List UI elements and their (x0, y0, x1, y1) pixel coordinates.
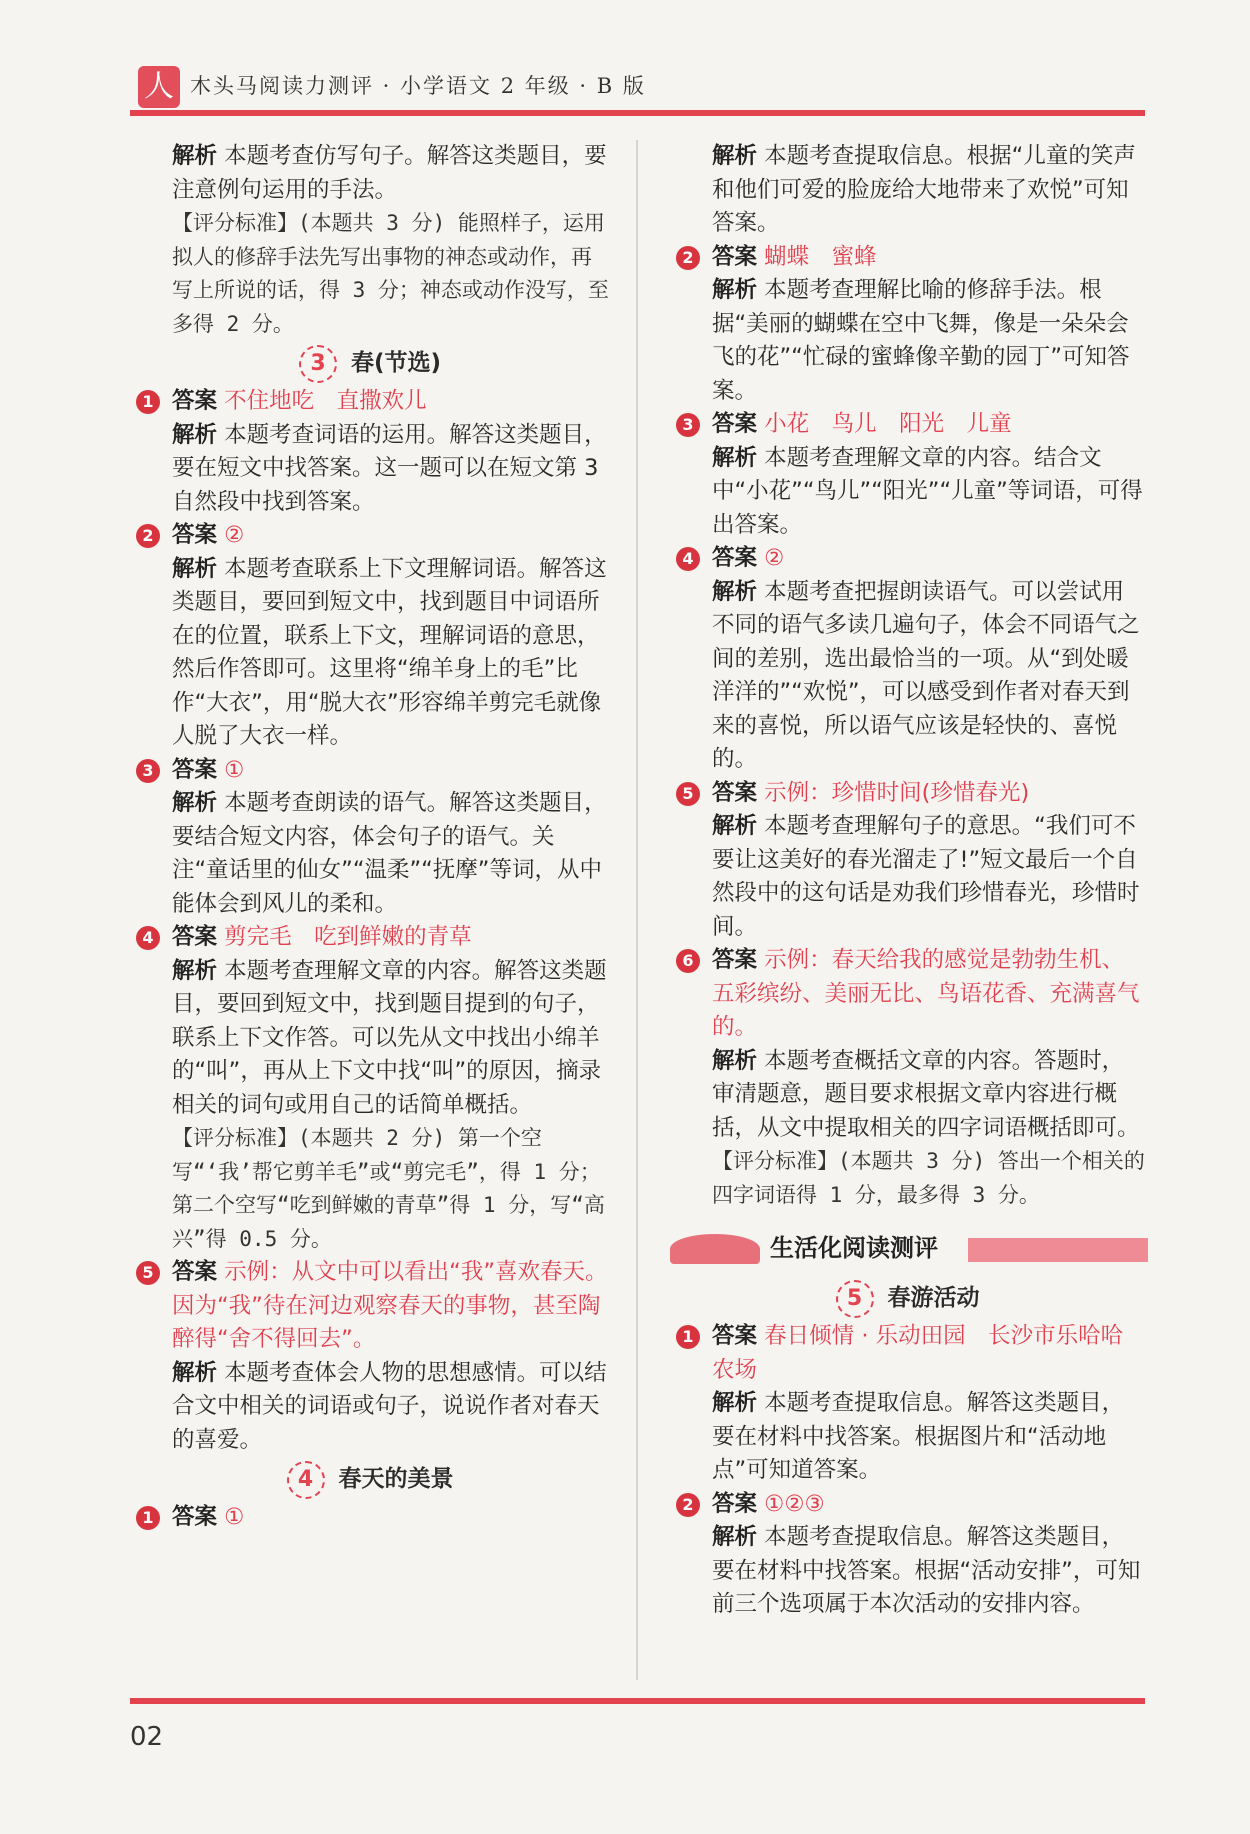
question-item: 2 答案 ①②③ 解析 本题考查提取信息。解答这类题目，要在材料中找答案。根据“活动安排”，可知前三个选项属于本次活动的安排内容。 (670, 1488, 1145, 1622)
section-5-title: 5 春游活动 (670, 1280, 1145, 1318)
section-4-title: 4 春天的美景 (130, 1461, 610, 1499)
page-number: 02 (130, 1722, 164, 1752)
question-item: 2 答案 ② 解析 本题考查联系上下文理解词语。解答这类题目，要回到短文中，找到题目中词语所在的位置，联系上下文，理解词语的意思，然后作答即可。这里将“绵羊身上的毛”比作“大衣”，用“脱大衣”形容绵羊剪完毛就像人脱了大衣一样。 (130, 519, 610, 754)
intro-analysis: 解析 本题考查仿写句子。解答这类题目，要注意例句运用的手法。 (172, 143, 607, 203)
brand-logo: 人 (138, 66, 180, 108)
question-item: 3 答案 ① 解析 本题考查朗读的语气。解答这类题目，要结合短文内容，体会句子的语气。关注“童话里的仙女”“温柔”“抚摩”等词，从中能体会到风儿的柔和。 (130, 754, 610, 922)
question-item: 5 答案 示例：珍惜时间(珍惜春光) 解析 本题考查理解句子的意思。“我们可不要让这美好的春光溜走了!”短文最后一个自然段中的这句话是劝我们珍惜春光，珍惜时间。 (670, 777, 1145, 945)
question-item: 5 答案 示例：从文中可以看出“我”喜欢春天。因为“我”待在河边观察春天的事物，甚至陶醉得“舍不得回去”。 解析 本题考查体会人物的思想感情。可以结合文中相关的词语或句子，说说作者对春天的喜爱。 (130, 1256, 610, 1457)
banner-title: 生活化阅读测评 (770, 1234, 938, 1262)
question-item: 2 答案 蝴蝶 蜜蜂 解析 本题考查理解比喻的修辞手法。根据“美丽的蝴蝶在空中飞舞，像是一朵朵会飞的花”“忙碌的蜜蜂像辛勤的园丁”可知答案。 (670, 241, 1145, 409)
section-banner (670, 1226, 1145, 1272)
left-column (130, 140, 610, 1535)
question-item: 1 答案 不住地吃 直撒欢儿 解析 本题考查词语的运用。解答这类题目，要在短文中找答案。这一题可以在短文第 3 自然段中找到答案。 (130, 385, 610, 519)
question-item: 1 答案 ① (130, 1501, 610, 1535)
footer-rule (130, 1698, 1145, 1704)
column-divider (636, 140, 638, 1680)
mountain-icon (670, 1234, 760, 1264)
question-item: 4 答案 剪完毛 吃到鲜嫩的青草 解析 本题考查理解文章的内容。解答这类题目，要回到短文中，找到题目提到的句子，联系上下文作答。可以先从文中找出小绵羊的“叫”，再从上下文中找“叫”的原因，摘录相关的词句或用自己的话简单概括。 【评分标准】(本题共 2 分) 第一个空写“‘我’帮它剪羊毛”或“剪完毛”，得 1 分；第二个空写“吃到鲜嫩的青草”得 1 分，写“高兴”得 0.5 分。 (130, 921, 610, 1256)
question-item: 3 答案 小花 鸟儿 阳光 儿童 解析 本题考查理解文章的内容。结合文中“小花”“鸟儿”“阳光”“儿童”等词语，可得出答案。 (670, 408, 1145, 542)
header-title: 木头马阅读力测评 · 小学语文 2 年级 · B 版 (190, 74, 646, 98)
question-item: 4 答案 ② 解析 本题考查把握朗读语气。可以尝试用不同的语气多读几遍句子，体会不同语气之间的差别，选出最恰当的一项。从“到处暖洋洋的”“欢悦”，可以感受到作者对春天到来的喜悦，所以语气应该是轻快的、喜悦的。 (670, 542, 1145, 777)
header-rule (130, 110, 1145, 116)
banner-bar (968, 1238, 1148, 1262)
question-item: 1 答案 春日倾情 · 乐动田园 长沙市乐哈哈农场 解析 本题考查提取信息。解答这类题目，要在材料中找答案。根据图片和“活动地点”可知道答案。 (670, 1320, 1145, 1488)
q1-analysis: 解析 本题考查提取信息。根据“儿童的笑声和他们可爱的脸庞给大地带来了欢悦”可知答案。 (712, 143, 1136, 236)
right-column (670, 140, 1145, 1622)
page-header (130, 58, 1145, 118)
section-3-title: 3 春(节选) (130, 345, 610, 383)
question-item: 6 答案 示例：春天给我的感觉是勃勃生机、五彩缤纷、美丽无比、鸟语花香、充满喜气的。 解析 本题考查概括文章的内容。答题时，审清题意，题目要求根据文章内容进行概括，从文中提取相关的四字词语概括即可。 【评分标准】(本题共 3 分) 答出一个相关的四字词语得 1 分，最多得 3 分。 (670, 944, 1145, 1212)
intro-standard: 【评分标准】(本题共 3 分) 能照样子，运用拟人的修辞手法先写出事物的神态或动作，再写上所说的话，得 3 分；神态或动作没写，至多得 2 分。 (172, 211, 609, 336)
